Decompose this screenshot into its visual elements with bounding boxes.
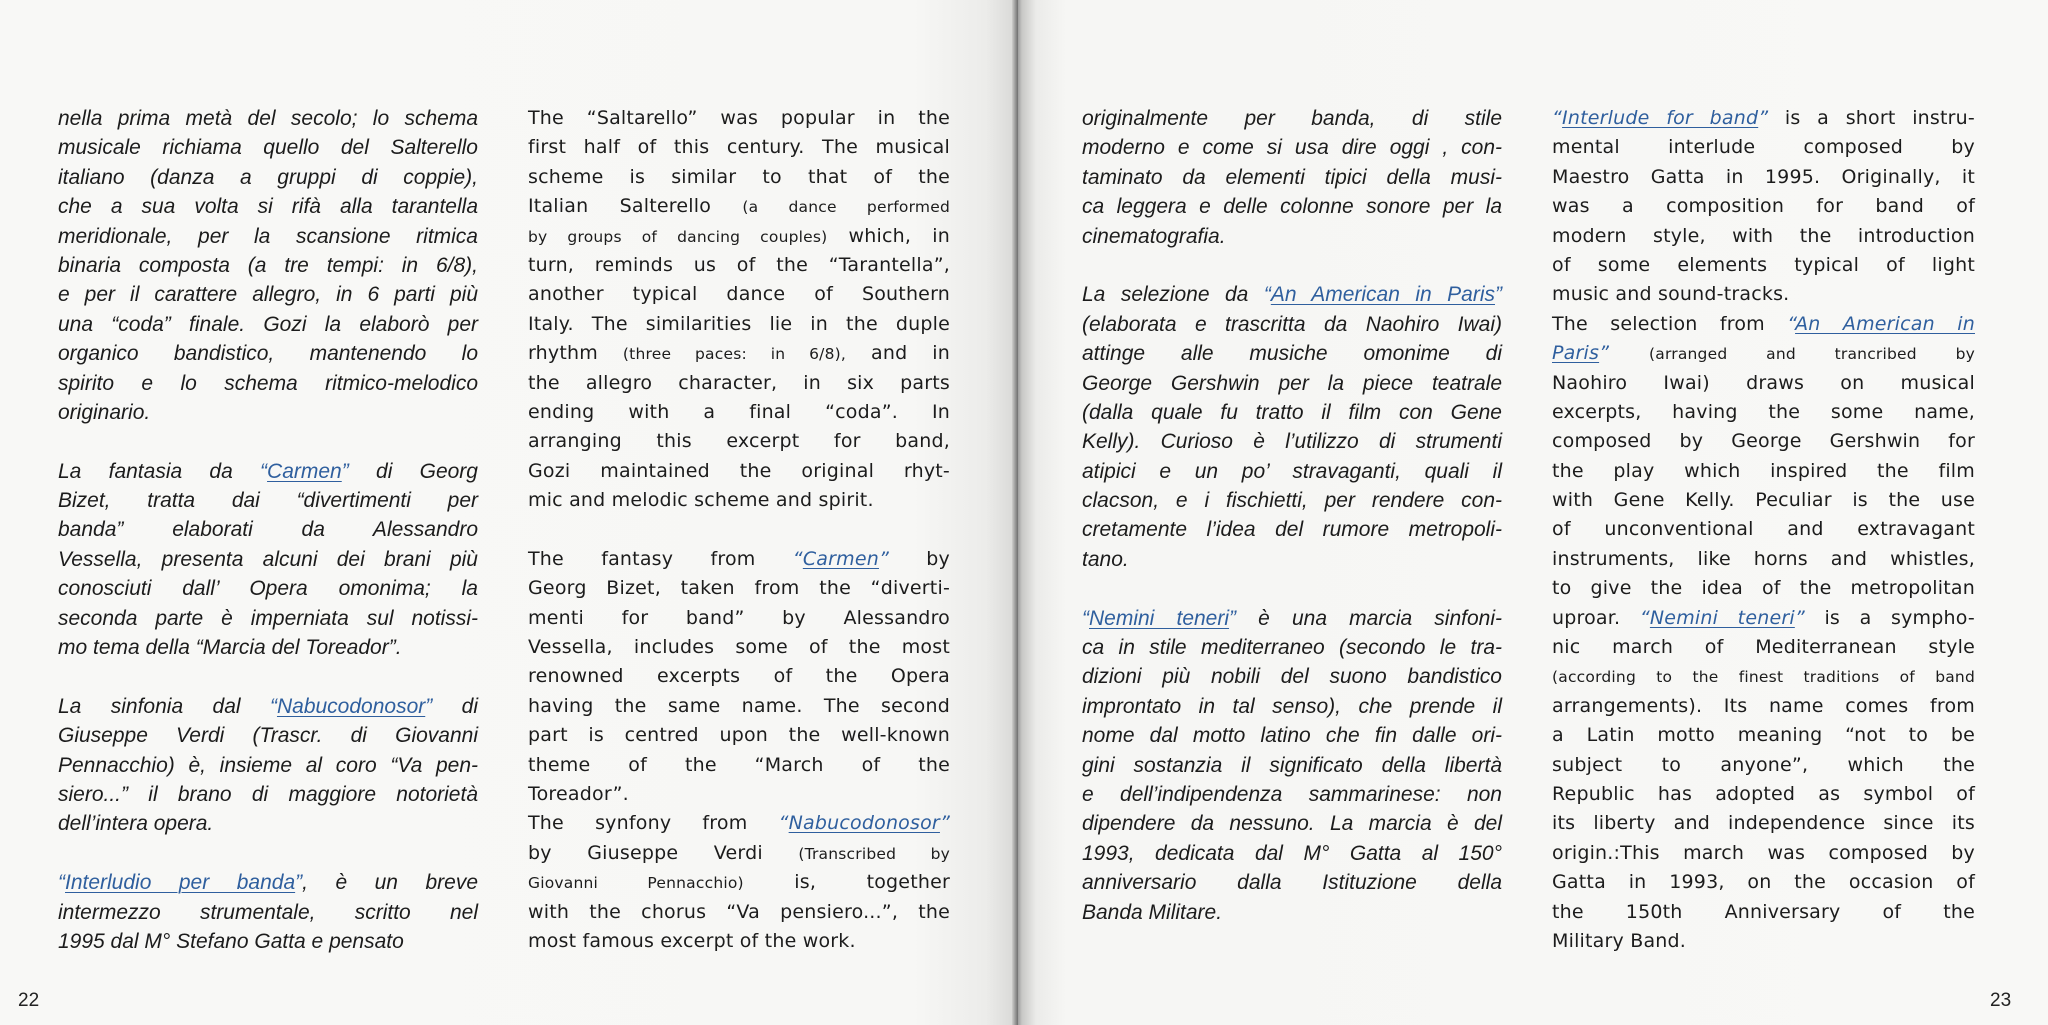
line-text: subject to anyone”, which the [1552,753,1975,776]
line-text: having the same name. The second [528,694,950,717]
text-line [528,486,950,515]
line-text: organico bandistico, mantenendo lo [58,342,478,366]
line-text: atipici e un po’ stravaganti, quali il [1082,459,1502,483]
text-line [528,104,950,133]
text-line [1552,104,1975,133]
line-text: composed by George Gershwin for [1552,430,1975,453]
line-text: è una marcia sinfoni- [1236,606,1503,630]
line-text: spirito e lo schema ritmico-melodico [58,371,478,395]
text-line [1082,192,1502,221]
line-text: (elaborata e trascritta da Naohiro Iwai) [1082,312,1502,336]
text-line [58,692,478,721]
title-link[interactable]: Nemini teneri [1649,606,1795,629]
line-text: Maestro Gatta in 1995. Originally, it [1552,165,1975,188]
line-text: Toreador”. [528,782,629,805]
text-line [1552,133,1975,162]
text-line [1082,457,1502,486]
text-line [1552,604,1975,633]
text-line [528,427,950,456]
column-english-left [528,104,950,956]
text-line [1552,486,1975,515]
line-text: was a composition for band of [1552,195,1975,218]
quote-mark: ” [295,871,303,895]
quote-mark: “ [778,812,789,835]
text-line [1552,927,1975,956]
line-text: arrangements). Its name comes from [1552,694,1975,717]
line-text: , è un breve [302,871,478,895]
text-line [1082,633,1502,662]
text-line [58,633,478,662]
line-text: which, in [827,224,950,247]
quote-mark: ” [341,459,349,483]
text-line [528,280,950,309]
line-text: is a short instru- [1768,107,1975,129]
title-link[interactable]: Paris [1552,342,1600,365]
line-text: intermezzo strumentale, scritto nel [58,900,478,924]
line-text: a Latin motto meaning “not to be [1552,724,1975,747]
text-line [528,604,950,633]
line-text: of unconventional and extravagant [1552,518,1975,541]
line-text: mental interlude composed by [1552,136,1975,159]
line-text: mic and melodic scheme and spirit. [528,489,874,512]
line-text: and in [846,342,950,365]
text-line [1552,662,1975,691]
text-line [528,839,950,868]
line-text: music and sound-tracks. [1552,283,1790,306]
line-text: scheme is similar to that of the [528,165,950,188]
text-line [528,662,950,691]
column-italian-left [58,104,478,956]
line-text: modern style, with the introduction [1552,224,1975,247]
title-link[interactable]: Nabucodonosor [276,694,426,718]
title-link[interactable]: Carmen [802,547,879,570]
line-text: with the chorus “Va pensiero...”, the [528,900,950,923]
quote-mark: ” [425,694,433,718]
text-line [58,339,478,368]
small-text: (Transcribed by [798,844,950,863]
line-text: 1995 dal M° Stefano Gatta e pensato [58,929,404,953]
text-line [1552,192,1975,221]
small-text: (three paces: in 6/8), [622,345,847,364]
line-text: Bizet, tratta dai “divertimenti per [58,489,478,513]
line-text: the play which inspired the film [1552,459,1975,482]
text-line [58,427,478,456]
text-line [528,574,950,603]
text-line [1552,222,1975,251]
small-text: (arranged and trancribed by [1649,345,1975,364]
text-line [528,545,950,574]
line-text: of some elements typical of light [1552,253,1975,276]
line-text: La selezione da [1082,283,1264,307]
line-text: by Giuseppe Verdi [528,841,799,864]
small-text: (a dance performed [742,198,950,217]
text-line [528,927,950,956]
line-text: Italy. The similarities lie in the duple [528,312,950,335]
text-line [1082,515,1502,544]
text-line [58,104,478,133]
text-line [58,192,478,221]
line-text: rhythm [528,342,623,365]
line-text: meridionale, per la scansione ritmica [58,224,478,248]
text-line [1552,633,1975,662]
line-text: originario. [58,400,151,424]
small-text: by groups of dancing couples) [528,227,828,246]
quote-mark: ” [878,547,890,570]
text-line [1082,398,1502,427]
line-text: renowned excerpts of the Opera [528,665,950,688]
text-line [58,809,478,838]
text-line [1552,251,1975,280]
line-text: (dalla quale fu tratto il film con Gene [1082,400,1502,424]
title-link[interactable]: Interlude for band [1562,107,1759,129]
line-text: Military Band. [1552,929,1687,952]
text-line [58,545,478,574]
line-text: clacson, e i fischietti, per rendere con- [1082,489,1502,513]
text-line [58,486,478,515]
title-link[interactable]: Nemini teneri [1089,606,1230,630]
quote-mark: ” [1599,342,1610,365]
line-text: nome dal motto latino che fin dalle ori- [1082,724,1502,748]
text-line [528,721,950,750]
text-line [1552,898,1975,927]
line-text: The selection from [1552,312,1788,335]
text-line [58,457,478,486]
text-line [1082,339,1502,368]
text-line [58,927,478,956]
text-line [1082,898,1502,927]
line-text: italiano (danza a gruppi di coppie), [58,165,478,189]
title-link[interactable]: Nabucodonosor [788,812,940,835]
line-text: Naohiro Iwai) draws on musical [1552,371,1975,394]
text-line [1082,604,1502,633]
text-line [58,662,478,691]
text-line [1082,163,1502,192]
line-text: to give the idea of the metropolitan [1552,577,1975,600]
text-line [528,192,950,221]
line-text: by [889,547,950,570]
line-text: excerpts, having the some name, [1552,400,1975,423]
text-line [58,721,478,750]
line-text: conosciuti dall’ Opera omonima; la [58,577,478,601]
text-line [528,780,950,809]
text-line [1552,457,1975,486]
quote-mark: ” [1758,107,1769,129]
text-line [528,133,950,162]
text-line [1082,133,1502,162]
page-number-left: 22 [18,990,40,1011]
line-text [1609,342,1649,364]
text-line [1552,809,1975,838]
text-line [1552,868,1975,897]
text-line [1082,369,1502,398]
page-number-right: 23 [1990,990,2012,1011]
line-text: che a sua volta si rifà alla tarantella [58,195,478,219]
line-text: e dell’indipendenza sammarinese: non [1082,782,1502,806]
line-text: anniversario dalla Istituzione della [1082,871,1502,895]
quote-mark: “ [1552,107,1563,129]
text-line [1552,310,1975,339]
quote-mark: “ [1082,606,1089,630]
title-link[interactable]: An American in [1795,312,1975,335]
text-line [1082,574,1502,603]
line-text: attinge alle musiche omonime di [1082,342,1502,366]
text-line [1552,163,1975,192]
small-text: (according to the finest traditions of band [1552,668,1975,687]
line-text: theme of the “March of the [528,753,950,776]
line-text: first half of this century. The musical [528,136,950,159]
text-line [58,751,478,780]
line-text: 1993, dedicata dal M° Gatta al 150° [1082,841,1502,865]
line-text: binaria composta (a tre tempi: in 6/8), [58,253,478,277]
line-text: originalmente per banda, di stile [1082,107,1502,130]
line-text: gini sostanzia il significato della libertà [1082,753,1502,777]
line-text: Kelly). Curioso è l’utilizzo di strumenti [1082,430,1502,454]
line-text: nic march of Mediterranean style [1552,636,1975,659]
text-line [528,163,950,192]
line-text: with Gene Kelly. Peculiar is the use [1552,489,1975,512]
line-text: La fantasia da [58,459,261,483]
line-text: instruments, like horns and whistles, [1552,547,1975,570]
line-text: origin.:This march was composed by [1552,841,1975,864]
line-text: uproar. [1552,606,1640,629]
column-italian-right [1082,104,1502,927]
text-line [58,398,478,427]
quote-mark: ” [1495,283,1502,307]
text-line [1552,721,1975,750]
line-text: dell’intera opera. [58,812,214,836]
text-line [1552,545,1975,574]
line-text: tano. [1082,547,1129,571]
line-text: di Georg [348,459,478,483]
line-text: taminato da elementi tipici della musi- [1082,165,1502,189]
text-line [1082,280,1502,309]
line-text: Italian Salterello [528,195,743,218]
quote-mark: “ [58,871,65,895]
text-line [1082,692,1502,721]
quote-mark: “ [1639,606,1650,629]
line-text: mo tema della “Marcia del Toreador”. [58,636,402,660]
text-line [1552,839,1975,868]
line-text: The synfony from [528,812,779,835]
line-text: moderno e come si usa dire oggi , con- [1082,136,1502,160]
quote-mark: ” [1794,606,1805,629]
text-line [58,222,478,251]
line-text: seconda parte è imperniata sul notissi- [58,606,478,630]
text-line [1082,222,1502,251]
text-line [1552,280,1975,309]
text-line [58,280,478,309]
text-line [1082,809,1502,838]
text-line [58,163,478,192]
line-text: its liberty and independence since its [1552,812,1975,835]
line-text: Pennacchio) è, insieme al coro “Va pen- [58,753,478,777]
line-text: cretamente l’idea del rumore metropoli- [1082,518,1502,542]
quote-mark: “ [1787,312,1796,335]
text-line [1082,486,1502,515]
text-line [1082,868,1502,897]
line-text: The “Saltarello” was popular in the [528,107,950,129]
text-line [1552,751,1975,780]
text-line [1552,692,1975,721]
text-line [1552,339,1975,368]
book-gutter [1012,0,1018,1025]
line-text: Vessella, presenta alcuni dei brani più [58,547,478,571]
line-text: Gozi maintained the original rhyt- [528,459,950,482]
text-line [528,868,950,897]
line-text: Georg Bizet, taken from the “diverti- [528,577,950,600]
text-line [1552,369,1975,398]
line-text: is, together [743,871,950,894]
text-line [528,751,950,780]
text-line [528,251,950,280]
line-text: Republic has adopted as symbol of [1552,782,1975,805]
line-text: the 150th Anniversary of the [1552,900,1975,923]
line-text: George Gershwin per la piece teatrale [1082,371,1502,395]
text-line [528,398,950,427]
line-text: Vessella, includes some of the most [528,636,950,659]
text-line [528,692,950,721]
text-line [1552,427,1975,456]
text-line [1082,780,1502,809]
text-line [528,457,950,486]
line-text: La sinfonia dal [58,694,270,718]
line-text: nella prima metà del secolo; lo schema [58,107,478,130]
quote-mark: “ [1263,283,1271,307]
line-text: dizioni più nobili del suono bandistico [1082,665,1502,689]
text-line [1082,545,1502,574]
text-line [58,251,478,280]
text-line [1552,398,1975,427]
line-text: Gatta in 1993, on the occasion of [1552,871,1975,894]
text-line [58,604,478,633]
text-line [1082,427,1502,456]
line-text: dipendere da nessuno. La marcia è del [1082,812,1502,836]
line-text: di [432,694,478,718]
line-text: turn, reminds us of the “Tarantella”, [528,253,950,276]
title-link[interactable]: Interludio per banda [65,871,296,895]
text-line [58,868,478,897]
text-line [1082,839,1502,868]
text-line [528,222,950,251]
line-text: part is centred upon the well-known [528,724,950,747]
line-text: ending with a final “coda”. In [528,400,950,423]
quote-mark: “ [269,694,277,718]
text-line [1082,721,1502,750]
title-link[interactable]: Carmen [267,459,342,483]
line-text: e per il carattere allegro, in 6 parti più [58,283,478,307]
column-english-right [1552,104,1975,956]
line-text: most famous excerpt of the work. [528,929,856,952]
text-line [1552,515,1975,544]
line-text: The fantasy from [528,547,793,570]
line-text: siero...” il brano di maggiore notorietà [58,782,478,806]
line-text: musicale richiama quello del Salterello [58,136,478,160]
text-line [528,809,950,838]
text-line [1552,574,1975,603]
line-text: Giuseppe Verdi (Trascr. di Giovanni [58,724,478,748]
line-text: ca leggera e delle colonne sonore per la [1082,195,1502,219]
line-text: the allegro character, in six parts [528,371,950,394]
line-text: ca in stile mediterraneo (secondo le tra- [1082,636,1502,660]
quote-mark: ” [939,812,950,835]
text-line [528,310,950,339]
text-line [528,339,950,368]
text-line [1082,751,1502,780]
text-line [528,898,950,927]
text-line [1082,104,1502,133]
text-line [528,515,950,544]
quote-mark: “ [260,459,268,483]
text-line [58,515,478,544]
text-line [528,369,950,398]
line-text: Banda Militare. [1082,900,1223,924]
quote-mark: “ [792,547,803,570]
line-text: arranging this excerpt for band, [528,430,950,453]
title-link[interactable]: An American in Paris [1270,283,1495,307]
text-line [528,633,950,662]
text-line [1082,662,1502,691]
line-text: improntato in tal senso), che prende il [1082,694,1502,718]
text-line [58,133,478,162]
text-line [58,369,478,398]
text-line [1552,780,1975,809]
line-text: menti for band” by Alessandro [528,606,950,629]
text-line [58,310,478,339]
line-text: cinematografia. [1082,224,1226,248]
text-line [58,839,478,868]
text-line [58,898,478,927]
text-line [1082,251,1502,280]
line-text: is a sympho- [1804,606,1975,629]
small-text: Giovanni Pennacchio) [528,874,744,893]
line-text: una “coda” finale. Gozi la elaborò per [58,312,478,336]
line-text: banda” elaborati da Alessandro [58,518,478,542]
text-line [58,780,478,809]
quote-mark: ” [1229,606,1237,630]
text-line [58,574,478,603]
text-line [1082,310,1502,339]
line-text: another typical dance of Southern [528,283,950,306]
